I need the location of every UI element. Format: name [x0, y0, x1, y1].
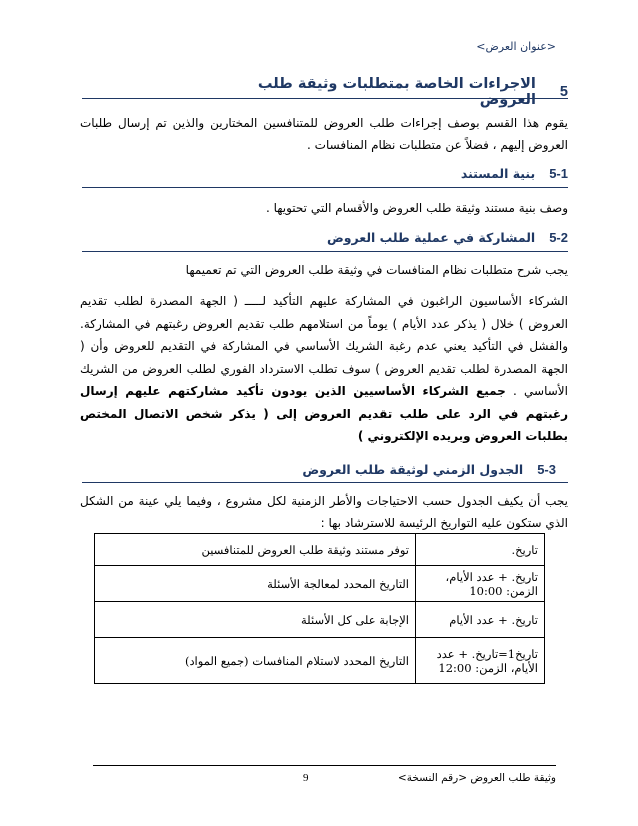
table-row: [95, 602, 545, 638]
section-5-3-title: الجدول الزمني لوثيقة طلب العروض: [302, 462, 524, 477]
section-5-title: الاجراءات الخاصة بمتطلبات وثيقة طلب العروض: [257, 76, 536, 108]
section-5-1-text: وصف بنية مستند وثيقة طلب العروض والأقسام التي تحتويها .: [265, 201, 568, 215]
footer-doc-title: وثيقة طلب العروض <رقم النسخة>: [397, 772, 556, 784]
participation-bold-text: جميع الشركاء الأساسيين الذين يودون تأكيد مشاركتهم عليهم إرسال رغبتهم في الرد على طلب تقديم العروض إلى ( يذكر شخص الاتصال المختص بطلبات العروض وبريده الإلكتروني ): [80, 384, 568, 443]
schedule-table: [94, 533, 545, 684]
page-number: 9: [303, 772, 309, 784]
schedule-date: تاريخ. + عدد الأيام، الزمن: 10:00: [416, 566, 545, 602]
schedule-event: الإجابة على كل الأسئلة: [95, 602, 416, 638]
section-5-1-rule: [82, 187, 568, 188]
section-5-2-heading: [327, 230, 568, 245]
section-5-3-heading: [302, 462, 556, 477]
schedule-date: تاريخ1=تاريخ. + عدد الأيام، الزمن: 12:00: [416, 638, 545, 684]
section-5-3-text: يجب أن يكيف الجدول حسب الاحتياجات والأطر الزمنية لكل مشروع ، وفيما يلي عينة من الشكل الذي ستكون عليه التواريخ الرئيسة للاسترشاد بها :: [80, 494, 568, 530]
section-5-3-rule: [82, 482, 568, 483]
section-5-intro: يقوم هذا القسم بوصف إجراءات طلب العروض للمتنافسين المختارين والذين تم إرسال طلبات العروض إليهم ، فضلاً عن متطلبات نظام المنافسات .: [80, 116, 568, 152]
section-5-heading: [240, 76, 568, 108]
section-5-2-text: يجب شرح متطلبات نظام المنافسات في وثيقة طلب العروض التي تم تعميمها: [185, 263, 568, 277]
table-row: [95, 566, 545, 602]
header-title: <عنوان العرض>: [476, 40, 556, 53]
schedule-date: تاريخ.: [416, 534, 545, 566]
schedule-event: التاريخ المحدد لمعالجة الأسئلة: [95, 566, 416, 602]
participation-text: الشركاء الأساسيون الراغبون في المشاركة عليهم التأكيد لـــــ ( الجهة المصدرة لطلب تقديم العروض ) خلال ( يذكر عدد الأيام ) يوماً من استلامهم طلب تقديم العروض رغبتهم في المشاركة. والفشل في التأكيد يعني عدم رغبة الشريك الأساسي في المشاركة في التقديم للعروض وأن ( الجهة المصدرة لطلب تقديم العروض ) سوف تطلب الاسترداد الفوري لطلب العروض من الشريك الأساسي .: [80, 294, 568, 398]
footer-rule: [93, 765, 556, 766]
table-row: [95, 638, 545, 684]
section-5-rule: [82, 98, 568, 99]
schedule-event: توفر مستند وثيقة طلب العروض للمتنافسين: [95, 534, 416, 566]
section-5-1-number: 5-1: [549, 166, 568, 181]
section-5-3-number: 5-3: [537, 462, 556, 477]
table-row: [95, 534, 545, 566]
section-5-2-rule: [82, 251, 568, 252]
section-5-2-number: 5-2: [549, 230, 568, 245]
schedule-event: التاريخ المحدد لاستلام المنافسات (جميع المواد): [95, 638, 416, 684]
section-5-2-title: المشاركة في عملية طلب العروض: [326, 230, 536, 245]
section-5-1-heading: [461, 166, 568, 181]
section-5-number: 5: [559, 84, 568, 100]
section-5-2-participation: [80, 290, 568, 448]
section-5-1-title: بنية المستند: [460, 166, 536, 181]
schedule-date: تاريخ. + عدد الأيام: [416, 602, 545, 638]
